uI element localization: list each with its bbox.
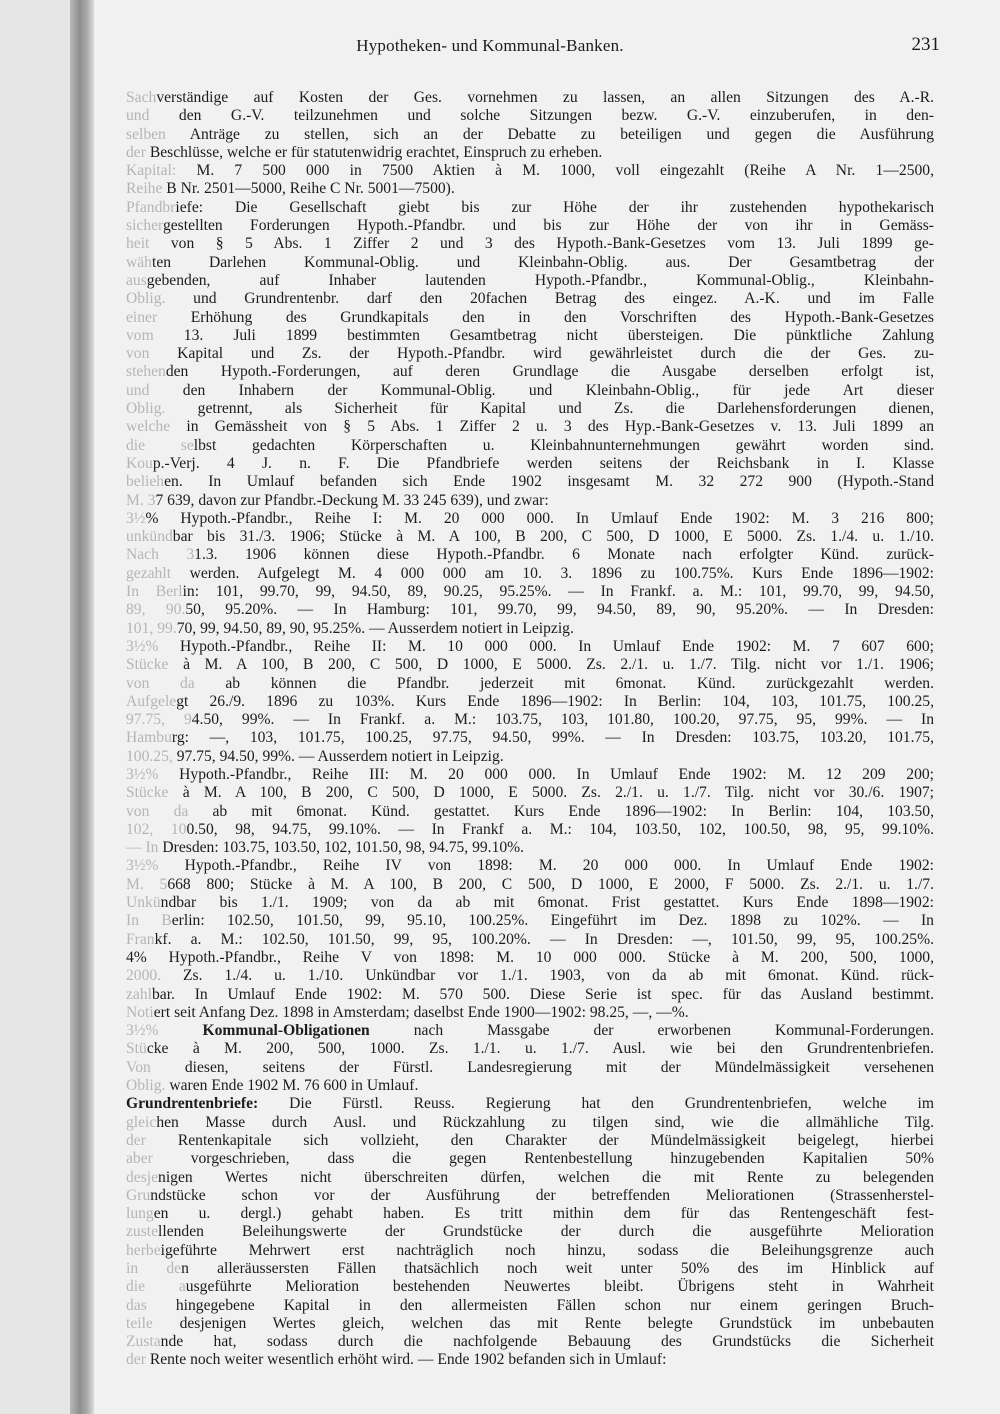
text-line [126,437,934,455]
line-text: % Hypoth.-Pfandbr., Reihe I: M. 20 000 000. In Umlauf Ende 1902: M. 3 216 800; [145,509,934,527]
text-line [126,382,934,400]
faded-line-start: selben [126,125,190,143]
line-text: verständige auf Kosten der Ges. vornehmen zu lassen, an allen Sitzungen des A.-R. [156,89,934,106]
line-text: erlin: 102.50, 101.50, 99, 95.10, 100.25%. Eingeführt im Dez. 1898 zu 102%. — In [171,912,934,930]
line-text: ab können die Pfandbr. jederzeit mit 6monat. Künd. zurückgezahlt werden. [225,674,934,692]
text-line [126,254,934,272]
faded-line-start: 100.25, [126,747,177,765]
faded-line-start: von [126,345,178,363]
text-line [126,1114,934,1132]
faded-line-start: Oblig. [126,290,194,308]
line-text: 50, 95.20%. — In Hamburg: 101, 99.70, 99, 94.50, 89, 90, 95.20%. — In Dresden: [185,601,934,619]
text-line [126,528,934,546]
faded-line-start: teile [126,1314,180,1332]
faded-line-start: Oblig. [126,400,198,418]
text-line [126,162,934,180]
line-text: Zs. 1./4. u. 1./10. Unkündbar vor 1./1. 1903, von da ab mit 6monat. Künd. rück- [183,967,935,985]
line-text: den G.-V. teilzunehmen und solche Sitzungen bezw. G.-V. einzuberufen, in den- [178,107,934,125]
faded-line-start: 3½% [126,637,159,655]
line-text: rg: —, 103, 101.75, 100.25, 97.75, 94.50, 99%. — In Dresden: 103.75, 103.20, 101.75, [171,729,934,747]
line-text: Die Fürstl. Reuss. Regierung hat den Grundrentenbriefen, welche im [258,1095,934,1113]
text-line [126,235,934,253]
line-text: Erhöhung des Grundkapitals den in den Vorschriften des Hypoth.-Bank-Gesetzes [190,308,934,326]
faded-line-start: Unkü [126,894,161,912]
line-text: vorgeschrieben, dass die gegen Rentenbestellung hinzugebenden Kapitalien 50% [190,1150,934,1168]
text-line [126,418,934,436]
line-text: 97.75, 94.50, 99%. — Ausserdem notiert in Leipzig. [176,747,504,765]
faded-line-start: Pfandbr [126,198,176,216]
faded-line-start: aber [126,1150,191,1168]
line-text: gt 26./9. 1896 zu 103%. Kurs Ende 1896—1902: In Berlin: 104, 103, 101.75, 100.25, [176,692,934,710]
line-text: in Gemässheit von § 5 Abs. 1 Ziffer 2 u. 3 des Hyp.-Bank-Gesetzes v. 13. Juli 1899 an [186,418,934,436]
line-text: in: 101, 99.70, 99, 94.50, 89, 90.25, 95.25%. — In Frankf. a. M.: 101, 99.70, 99, 94.50, [182,583,934,601]
faded-line-start: einer [126,308,191,326]
line-text: usgeführte Melioration bestehenden Neuwertes bleibt. Übrigens steht in Wahrheit [185,1278,935,1296]
faded-line-start: zuste [126,1223,159,1241]
line-text: nigen Wertes nicht überschreiten dürfen, welchen die mit Rente zu belegenden [158,1168,934,1186]
faded-line-start: Sach [126,89,157,106]
text-line [126,107,934,125]
faded-line-start: heit [126,235,171,253]
line-text: den Hypoth.-Forderungen, auf deren Grundlage die Ausgabe derselben erfolgt ist, [165,363,934,381]
faded-line-start: belieh [126,473,165,491]
text-line [126,638,934,656]
line-text: Kapital und Zs. der Hypoth.-Pfandbr. wird gewährleistet durch die der Ges. zu- [177,345,934,363]
line-text: Hypoth.-Pfandbr., Reihe II: M. 10 000 000. In Umlauf Ende 1902: M. 7 607 600; [158,637,934,655]
text-line [126,1315,934,1333]
text-line [126,1333,934,1351]
faded-line-start: Stücke [126,784,183,802]
line-text: bar. In Umlauf Ende 1902: M. 570 500. Diese Serie ist spec. für das Ausland bestimmt. [151,985,934,1003]
text-line [126,876,934,894]
line-text: ten Darlehen Kommunal-Oblig. und Kleinbahn-Oblig. aus. Der Gesamtbetrag der [151,253,934,271]
line-text: nde hat, sodass durch die nachfolgende Bebauung des Grundstücks die Sicherheit [160,1333,934,1351]
faded-line-start: Kou [126,454,153,472]
text-line [126,565,934,583]
line-text: getrennt, als Sicherheit für Kapital und Zs. die Darlehensforderungen dienen, [197,400,934,418]
text-line [126,492,934,510]
faded-line-start: 2000. [126,967,184,985]
faded-line-start: desje [126,1168,159,1186]
line-text: lbst gedachten Körperschaften u. Kleinbahnunternehmungen gewährt worden sind. [193,436,934,454]
faded-line-start: M. 5 [126,875,168,893]
line-text: Dresden: 103.75, 103.50, 102, 101.50, 98, 94.75, 99.10%. [162,839,525,857]
faded-line-start: stehen [126,363,166,381]
faded-line-start: vom [126,326,184,344]
line-text: ndbar bis 1./1. 1909; von da ab mit 6monat. Frist gestattet. Kurs Ende 1898—1902: [160,894,934,912]
line-text: 4.50, 99%. — In Frankf. a. M.: 103.75, 103, 101.80, 100.20, 97.75, 95, 99%. — In [191,711,934,729]
body-text [126,89,935,1370]
line-text: 70, 99, 94.50, 89, 90, 95.25%. — Ausserdem notiert in Leipzig. [176,619,574,637]
line-text: B Nr. 2501—5000, Reihe C Nr. 5001—7500). [166,180,455,198]
line-text: Hypoth.-Pfandbr., Reihe III: M. 20 000 000. In Umlauf Ende 1902: M. 12 209 200; [158,765,934,783]
text-line [126,821,934,839]
faded-line-start: und [126,107,179,125]
text-line [126,126,934,144]
line-text: en. In Umlauf befanden sich Ende 1902 insgesamt M. 32 272 900 (Hypoth.-Stand [164,473,934,491]
faded-line-start: die a [126,1278,186,1296]
text-line [126,1022,934,1040]
faded-line-start: der [126,1351,150,1369]
line-text: p.-Verj. 4 J. n. F. Die Pfandbriefe werden seitens der Reichsbank in I. Klasse [152,454,934,472]
faded-line-start: aus [126,271,147,289]
line-text: n alleräussersten Fällen thatsächlich noch weit unter 50% des im Hinblick auf [181,1260,935,1277]
text-line [126,711,934,729]
text-line [126,345,934,363]
adjacent-page-edge [0,0,72,1414]
text-line [126,1297,934,1315]
line-text: waren Ende 1902 M. 76 600 in Umlauf. [169,1077,419,1095]
text-line [126,455,934,473]
text-line [126,309,934,327]
text-line [126,583,934,601]
line-text: hen Masse durch Ausl. und Rückzahlung zu tilgen sind, wie die allmähliche Tilg. [156,1113,934,1131]
line-text: ert seit Anfang Dez. 1898 in Amsterdam; daselbst Ende 1900—1902: 98.25, —, —%. [153,1003,689,1021]
text-line [126,1278,934,1296]
line-text: gestellten Forderungen Hypoth.-Pfandbr. und bis zur Höhe der von ihr in Gemäss- [162,217,934,235]
faded-line-start: — In [126,839,163,857]
line-text: Hypoth.-Pfandbr., Reihe IV von 1898: M. 20 000 000. In Umlauf Ende 1902: [158,857,934,875]
text-line [126,748,934,766]
line-text: ndstücke schon vor der Ausführung der betreffenden Meliorationen (Strassenherstel- [150,1186,934,1204]
line-text: diesen, seitens der Fürstl. Landesregierung mit der Mündelmässigkeit versehenen [184,1058,934,1076]
line-text: Rente noch weiter wesentlich erhöht wird. — Ende 1902 befanden sich in Umlauf: [149,1351,667,1369]
faded-line-start: in de [126,1260,182,1277]
text-line [126,363,934,381]
faded-line-start: 3½% [126,857,159,875]
text-line [126,89,934,107]
faded-line-start: Kapital: [126,162,197,180]
text-line [126,510,934,528]
faded-line-start: Fran [126,930,155,948]
text-line [126,839,934,857]
text-line [126,1132,934,1150]
running-header: Hypotheken- und Kommunal-Banken. [356,36,624,55]
faded-line-start: zahl [126,985,152,1003]
line-text: werden. Aufgelegt M. 4 000 000 am 10. 3. 1896 zu 100.75%. Kurs Ende 1896—1902: [189,564,934,582]
text-line [126,1150,934,1168]
text-line [126,1059,934,1077]
faded-line-start: 3½% [126,765,159,783]
line-text: 7 639, davon zur Pfandbr.-Deckung M. 33 245 639), und zwar: [155,491,549,509]
line-text: en u. dergl.) gehabt haben. Es tritt mithin dem für das Rentengeschäft fest- [153,1205,934,1223]
text-line [126,546,934,564]
faded-line-start: von da [126,802,213,820]
faded-line-start: lung [126,1205,154,1223]
line-text: gebenden, auf Inhaber lautenden Hypoth.-Pfandbr., Kommunal-Oblig., Kleinbahn- [146,271,934,289]
section-heading: Kommunal-Obligationen [202,1022,370,1040]
line-text: 4% Hypoth.-Pfandbr., Reihe V von 1898: M. 10 000 000. Stücke à M. 200, 500, 1000, [126,948,934,966]
line-text: von § 5 Abs. 1 Ziffer 2 und 3 des Hypoth.-Bank-Gesetzes vom 13. Juli 1899 ge- [170,235,934,253]
text-line [126,766,934,784]
text-line [126,967,934,985]
text-line [126,620,934,638]
text-line [126,1260,934,1278]
text-line [126,144,934,162]
line-text: den Inhabern der Kommunal-Oblig. und Kleinbahn-Oblig., für jede Art dieser [182,381,934,399]
text-line [126,400,934,418]
line-text: bar bis 31./3. 1906; Stücke à M. A 100, B 200, C 500, D 1000, E 5000. Zs. 1./4. u. 1./10. [172,528,934,546]
text-line [126,272,934,290]
text-line [126,1223,934,1241]
text-line [126,601,934,619]
line-text: kf. a. M.: 102.50, 101.50, 99, 95, 100.20%. — In Dresden: —, 101.50, 99, 95, 100.25%. [154,930,934,948]
line-text: 668 800; Stücke à M. A 100, B 200, C 500, D 1000, E 2000, F 5000. Zs. 2./1. u. 1./7. [167,875,934,893]
text-line [126,180,934,198]
line-text: hingegebene Kapital in den allermeisten Fällen schon nur einem geringen Bruch- [175,1296,934,1314]
page-number: 231 [911,34,940,55]
faded-line-start: In B [126,912,172,930]
faded-line-start: das [126,1296,176,1314]
faded-line-start: Hambu [126,729,172,747]
faded-line-start: herbe [126,1241,161,1259]
faded-line-start: Nach 3 [126,546,195,564]
line-text: à M. A 100, B 200, C 500, D 1000, E 5000. Zs. 2./1. u. 1./7. Tilg. nicht vor 30./6. 1907; [182,784,934,802]
line-text: llenden Beleihungswerte der Grundstücke der durch die ausgeführte Melioration [158,1223,934,1241]
faded-line-start: 97.75, 9 [126,711,192,729]
line-text: à M. A 100, B 200, C 500, D 1000, E 5000. Zs. 2./1. u. 1./7. Tilg. nicht vor 1./1. 1906; [183,656,934,674]
faded-line-start: 3½ [126,509,146,527]
faded-line-start: Stü [126,1040,147,1058]
faded-line-start: 101, 99. [126,619,177,637]
faded-line-start: Stücke [126,656,184,674]
faded-line-start: Reihe [126,180,167,198]
faded-line-start: unkünd [126,528,173,546]
text-line [126,803,934,821]
line-text: cke à M. 200, 500, 1000. Zs. 1./1. u. 1./7. Ausl. wie bei den Grundrentenbriefen. [146,1040,934,1058]
text-line [126,1040,934,1058]
faded-line-start: Von [126,1058,185,1076]
text-line [126,1187,934,1205]
faded-line-start: gleic [126,1113,157,1131]
line-text: Beschlüsse, welche er für statutenwidrig erachtet, Einspruch zu erheben. [149,143,603,161]
faded-line-start: 102, 10 [126,820,187,838]
faded-line-start: Oblig. [126,1077,170,1095]
line-text: M. 7 500 000 in 7500 Aktien à M. 1000, voll eingezahlt (Reihe A Nr. 1—2500, [196,162,934,180]
line-text: 13. Juli 1899 bestimmten Gesamtbetrag nicht übersteigen. Die pünktliche Zahlung [183,326,935,344]
line-text: 0.50, 98, 94.75, 99.10%. — In Frankf a. M.: 104, 103.50, 102, 100.50, 98, 95, 99.10%. [186,820,934,838]
faded-line-start: M. 3 [126,491,156,509]
text-line [126,784,934,802]
text-line [126,912,934,930]
text-line [126,1205,934,1223]
text-line [126,1351,934,1369]
faded-line-start: 89, 90. [126,601,186,619]
faded-line-start: wäh [126,253,152,271]
faded-line-start: Gru [126,1186,151,1204]
book-gutter [70,0,94,1414]
faded-line-start: die se [126,436,194,454]
text-line [126,290,934,308]
text-line [126,693,934,711]
faded-line-start: und [126,381,183,399]
text-line [126,986,934,1004]
text-line [126,656,934,674]
faded-line-start: der [126,1131,178,1149]
text-line [126,857,934,875]
text-line [126,1242,934,1260]
line-text: igeführte Mehrwert erst nachträglich noch hinzu, sodass die Beleihungsgrenze auch [160,1241,934,1259]
section-heading: Grundrentenbriefe: [126,1095,259,1113]
text-line [126,473,934,491]
line-text: 1.3. 1906 können diese Hypoth.-Pfandbr. 6 Monate nach erfolgter Künd. zurück- [194,546,934,564]
line-text: iefe: Die Gesellschaft giebt bis zur Höhe der ihr zustehenden hypothekarisch [175,198,934,216]
line-text: Anträge zu stellen, sich an der Debatte zu beteiligen und gegen die Ausführung [189,125,935,143]
faded-line-start: Aufgele [126,692,177,710]
text-line [126,729,934,747]
text-line [126,1095,934,1113]
line-text: und Grundrentenbr. darf den 20fachen Betrag des eingez. A.-K. und im Falle [193,290,934,308]
text-line [126,199,934,217]
line-text: desjenigen Wertes gleich, welchen das mit Rente belegte Grundstück im unbebauten [179,1314,934,1332]
line-text: ab mit 6monat. Künd. gestattet. Kurs Ende 1896—1902: In Berlin: 104, 103.50, [212,802,935,820]
text-line [126,949,934,967]
faded-line-start: Noti [126,1003,154,1021]
text-line [126,1077,934,1095]
text-line [126,327,934,345]
faded-line-start: gezahlt [126,564,190,582]
line-text: Rentenkapitale sich vollzieht, den Charakter der Mündelmässigkeit beigelegt, hierbei [177,1131,934,1149]
faded-line-start: der [126,143,150,161]
faded-line-start: 3½% [126,1022,203,1040]
text-line [126,1169,934,1187]
text-line [126,675,934,693]
faded-line-start: sicher [126,217,163,235]
text-line [126,217,934,235]
line-text: nach Massgabe der erworbenen Kommunal-Forderungen. [369,1022,934,1040]
faded-line-start: von da [126,674,226,692]
text-line [126,1004,934,1022]
faded-line-start: Zusta [126,1333,161,1351]
faded-line-start: In Berl [126,583,183,601]
text-line [126,931,934,949]
text-line [126,894,934,912]
faded-line-start: welche [126,418,187,436]
